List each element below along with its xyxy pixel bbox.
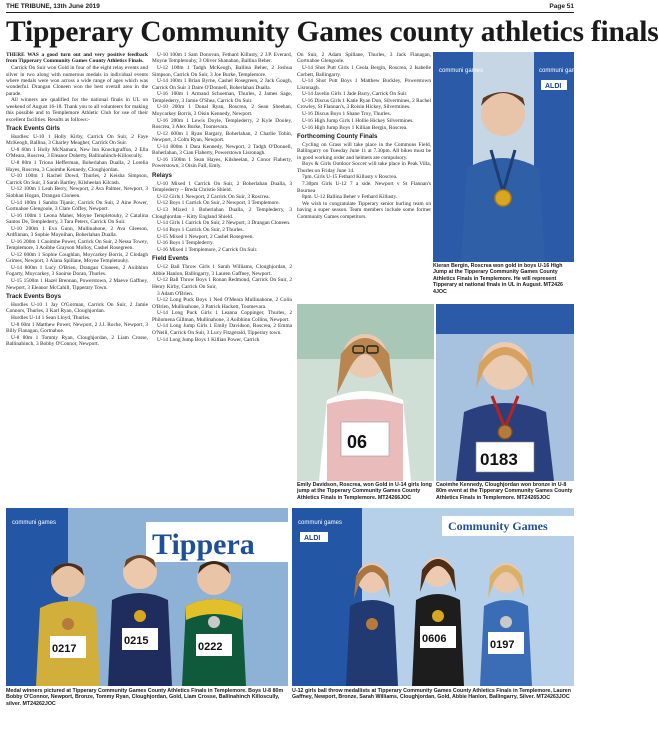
result-line: U-15 Mixed 1 Newport, 2 Cashel Rosegreen.: [157, 233, 254, 240]
result-line: 7.30pm Girls U-12 7 a side. Newport v St Flannan's Bournea: [297, 181, 431, 194]
race-bib-number: 0215: [124, 635, 149, 647]
banner-text: Tippera: [152, 528, 255, 561]
result-line: U-10 Mixed 1 Carrick On Suir, 2 Boherlahan Dualla, 3 Templederry – Breda Christie Shield.: [152, 180, 292, 193]
result-line: U-13 Mixed 1 Boherlahan Dualla, 2 Templederry, 3 Cloughjordan – Kitty England Shield.: [152, 207, 292, 220]
result-line: U-16 Discus Girls 1 Katie Ryan Don, Silvermines, 2 Rachel Crowley, St Flannan's, 3 Roisin Hickey, Silvermines.: [297, 98, 431, 111]
result-line: U-14 Long Jump Girls 1 Emily Davidson, Roscrea, 2 Emma O'Neill, Carrick On Suir, 3 Lucy Fitzgerald, Tipperary town.: [152, 323, 292, 336]
photo-boys-medal-winners: [6, 508, 288, 686]
article-column-2: [152, 52, 292, 520]
result-line: 3 Adam O'Brien.: [157, 290, 194, 297]
intro-paragraph: THERE WAS a good turn out and very positive feedback from Tipperary Community Games County Athletics Finals.: [6, 52, 148, 65]
result-line: U-10 100m 1 Rachel Dowd, Thurles, 2 Keisha Simpson, Carrick On Suir, 3 Sarah Bartley, Kilsheelan Kilcash.: [6, 173, 148, 186]
result-line: U-16 100m 1 Armand Schoeman, Thurles, 2 James Sage, Templederry, 3 Jamie O'Shea, Carrick On Suir.: [152, 91, 292, 104]
article-column-3: [297, 52, 431, 302]
result-line: U-14 Shot Putt Girls 1 Ceola Bergin, Roscrea, 2 Isabelle Corbett, Ballingarry.: [297, 65, 431, 78]
result-line: Cycling on Grass will take place in the Commons Field, Ballingarry on Tuesday June 11 at 7.30pm. All bikes must be in good working order and helmets are compulsory.: [297, 141, 431, 161]
section-heading-track-girls: Track Events Girls: [6, 125, 60, 133]
article-column-1: [6, 52, 148, 520]
result-line: U-14 100m 1 Sandra Tijanic, Carrick On Suir, 2 Aine Power, Gortnahoe Glengoole, 3 Clare Coffey, Newport.: [6, 199, 148, 212]
result-line: U-16 Boys 1 Templederry.: [157, 240, 214, 247]
result-line: U-10 100m 1 Sam Donovan, Fethard Killusty, 2 J.P. Everard, Moyne Templetouhy, 3 Oliver Shanahan, Ballina Beher.: [152, 52, 292, 65]
sponsor-logo-text: communi games: [12, 520, 57, 526]
photo-caoimhe-kennedy: [436, 304, 574, 481]
result-line: We wish to congratulate Tipperary senior hurling team on having a super season. Team members include some former Community Games competitors.: [297, 201, 431, 220]
result-line: U-8 60m 1 Holly McNamara, New Inn Knockgraffon, 2 Ella O'Meara, Roscrea, 3 Eleanor Doherty, Ballinahinch-Killoscully.: [6, 147, 148, 160]
result-line: U-14 Long Puck Girls 1 Leanna Coppinger, Thurles, 2 Philomena Gillman, Mullinahone, 3 Aoibhinn Collins, Newport.: [152, 310, 292, 323]
result-line: U-8 80m 1 Triona Hefferman, Boherlahan Dualla, 2 Lorelia Hayes, Roscrea, 3 Caoimhe Kennedy, Cloughjordan.: [6, 160, 148, 173]
result-line: U-12 100m 1 Tadgh McKeogh, Ballina Beher, 2 Joshua Simpson, Carrick On Suir, 3 Joe Burke, Templemore.: [152, 65, 292, 78]
result-line: U-14 800m 1 Lucy O'Brien, Drangan Cloneen, 2 Aoibhinn Fogarty, Moycarkey, 3 Saoirse Doran, Thurles.: [6, 265, 148, 278]
aldi-logo: ALDI: [545, 83, 562, 90]
race-bib-number: 0606: [422, 633, 447, 645]
sponsor-logo-text: communi games: [298, 520, 343, 526]
result-line: U-16 Mixed 1 Templemore, 2 Carrick On Suir.: [157, 247, 258, 254]
race-bib-number: 0183: [480, 450, 518, 469]
section-heading-forthcoming: Forthcoming County Finals: [297, 132, 378, 140]
result-line: U-14 Javelin Girls 1 Jade Barry, Carrick On Suir.: [302, 91, 408, 98]
result-line: Boys & Girls Outdoor Soccer will take place in Peak Villa, Thurles on Friday June 14.: [297, 161, 431, 174]
result-line: U-12 Girls 1 Newport, 2 Carrick On Suir, 3 Roscrea.: [157, 193, 270, 200]
result-line: U-14 Shot Putt Boys 1 Matthew Buckley, Powerstown Lisronagh.: [297, 78, 431, 91]
result-line: U-12 Ball Throw Boys 1 Ronan Redmond, Carrick On Suir, 2 Henry Kirby, Carrick On Suir,: [152, 277, 292, 290]
folio-publication-date: THE TRIBUNE, 13th June 2019: [6, 3, 100, 10]
photo-caption: Kieran Bergin, Roscrea won gold in boys U-16 High Jump at the Tipperary Community Games County Athletics Finals in Templemore. He will represent Tipperary at national finals in UL in August. MT2426 4JOC: [433, 263, 563, 295]
folio-rule: [6, 12, 574, 13]
result-line: U-14 800m 1 Dara Kennedy, Newport, 2 Tadgh O'Donnell, Boherlahan, 3 Cian Flaherty, Powerstown Lisronagh.: [152, 143, 292, 157]
folio-page-number: Page 51: [549, 3, 574, 10]
photo-caption: U-12 girls ball throw medallists at Tipperary Community Games County Athletics Finals in Templemore, Lauren Gaffney, Newport, Bronze, Sarah Williams, Cloughjordan, Gold, Abbie Hanlon, Ballingarry, Silver. MT24263JOC: [292, 688, 571, 701]
result-line: U-8 60m 1 Matthew Power, Newport, 2 J.J. Roche, Newport, 3 Billy Flanagan, Gortnahoe.: [6, 321, 148, 335]
race-bib-number: 06: [347, 432, 368, 452]
result-line: U-14 Boys 1 Carrick On Suir, 2 Thurles.: [157, 226, 244, 233]
result-line: U-12 100m 1 Leah Berry, Newport, 2 Ava Palmer, Newport, 3 Siobhan Hogan, Drangan Cloneen.: [6, 186, 148, 199]
result-line: U-10 200m 1 Donal Ryan, Roscrea, 2 Sean Sheehan, Moycarkey Borris, 3 Oisin Kennedy, Newport.: [152, 104, 292, 117]
result-line: U-16 1500m 1 Sean Hayes, Kilsheelan, 2 Conor Flaherty, Powerstown, 3 Oisin Fall, Emly.: [152, 156, 292, 170]
result-line: U-14 Long Jump Boys 1 Killian Power, Carrick: [157, 336, 260, 343]
section-heading-relays: Relays: [152, 171, 172, 179]
result-line: Hurdles U-10 1 Jay O'Gorman, Carrick On Suir, 2 Jamie Connors, Thurles, 3 Karl Ryan, Cloughjordan.: [6, 301, 148, 315]
result-line: Hurdles U-14 1 Sean Lloyd, Thurles.: [11, 315, 91, 321]
result-line: U-12 Boys 1 Carrick On Suir, 2 Newport, 3 Templemore.: [157, 200, 280, 207]
result-line: Hurdles: U-10 1 Holly Kirby, Carrick On Suir, 2 Faye McKeogh, Ballina, 3 Charley Meagher, Carrick On Suir.: [6, 133, 148, 147]
banner-text: Community Games: [448, 519, 548, 533]
result-line: U-14 100m 1 Brian Byrne, Cashel Rosegreen, 2 Jack Gough, Carrick On Suir 3 Daire O'Donnell, Boherlahan Dualla.: [152, 78, 292, 91]
result-line: U-12 600m 1 Ryan Bargary, Boherlahan, 2 Charlie Tobin, Newport, 3 Colm Ryan, Newport.: [152, 130, 292, 144]
photo-emily-davidson: [297, 304, 434, 481]
race-bib-number: 0217: [52, 643, 77, 655]
result-line: On Suir, 2 Adam Spillane, Thurles, 3 Jack Flanagan, Gortnahoe Glengoole.: [297, 52, 431, 65]
section-heading-field-events: Field Events: [152, 255, 189, 263]
aldi-logo: ALDI: [304, 535, 321, 542]
result-line: U-16 High Jump Boys 1 Killian Bergin, Roscrea.: [302, 124, 408, 131]
result-line: U-14 Girls 1 Carrick On Suir, 2 Newport, 3 Drangan Cloneen.: [157, 220, 291, 227]
result-line: U-16 100m 1 Leona Maher, Moyne Templetouhy, 2 Catalina Santos De, Templederry, 3 Tara Peters, Carrick On Suir.: [6, 212, 148, 226]
intro-paragraph: Carrick On Suir won Gold in four of the eight relay events and silver in two along with numerous medals in individual events where medals were won across a wide range of ages which was wonderful. Drangan Cloneen won the best overall area in the parade.: [6, 65, 148, 97]
result-line: U-16 200m 1 Caoimhe Power, Carrick On Suir, 2 Nessa Towey, Templemore, 3 Aoibhe Grayson Molloy, Cashel Rosegreen.: [6, 238, 148, 252]
race-bib-number: 0197: [490, 639, 515, 651]
result-line: U-10 200m 1 Eva Gunn, Mullinahone, 2 Ava Gleeson, Ardfinnan, 3 Sophie Moynihan, Boherlahan Dualla.: [6, 225, 148, 239]
result-line: 7pm. Girls U-15 Fethard Killusty v Roscrea.: [302, 174, 398, 181]
photo-caption: Caoimhe Kennedy, Cloughjordan won bronze in U-8 80m event at the Tipperary Community Games County Athletics Finals in Templemore. MT24265JOC: [436, 482, 573, 501]
result-line: U-15 1500m 1 Hazel Brennan, Powerstown, 2 Maeve Gaffney, Newport, 3 Eleanor McCahill, Tipperary Town.: [6, 278, 148, 291]
result-line: U-16 High Jump Girls 1 Hollie Hickey Silvermines.: [302, 117, 414, 124]
result-line: U-8 80m 1 Tommy Ryan, Cloughjordan, 2 Liam Crosse, Ballinahinch, 3 Bobby O'Connor, Newport.: [6, 334, 148, 348]
race-bib-number: 0222: [198, 641, 223, 653]
result-line: 8pm. U-12 Ballina Beher v Fethard Killusty.: [302, 194, 398, 201]
section-heading-track-boys: Track Events Boys: [6, 292, 62, 300]
result-line: U-12 Ball Throw Girls 1 Sarah Williams, Cloughjordan, 2 Abbie Hanlon, Ballingarry, 3 Lauren Gaffney, Newport.: [152, 264, 292, 277]
sponsor-logo-text: communi games: [539, 68, 584, 74]
photo-caption: Medal winners pictured at Tipperary Community Games County Athletics Finals in Templemore. Boys U-8 80m Bobby O'Connor, Newport, Bronze, Tommy Ryan, Cloughjordan, Gold, Liam Crosse, Ballinahinch Killoscully, silver. MT24262JOC: [6, 688, 284, 707]
page-folio: [6, 2, 574, 12]
photo-kieran-bergin: [433, 52, 584, 262]
result-line: U-16 200m 1 Lewis Doyle, Templederry, 2 Kyle Dooley, Roscrea, 3 Alex Burke, Toomevara.: [152, 117, 292, 130]
sponsor-logo-text: communi games: [439, 68, 484, 74]
photo-caption: Emily Davidson, Roscrea, won Gold in U-14 girls long jump at the Tipperary Community Games County Athletics Finals in Templemore. MT24266JOC: [297, 482, 432, 501]
photo-u12-girls-medallists: [292, 508, 574, 686]
result-line: U-12 600m 1 Sophie Coughlan, Moycarkey Borris, 2 Clodagh Grimes, Newport, 3 Alana Spillane, Moyne Templetouhy.: [6, 251, 148, 265]
result-line: U-12 Long Puck Boys 1 Ned O'Meara Mullinahone, 2 Colin O'Brien, Mullinahone, 3 Patrick Hackett, Toomevara.: [152, 297, 292, 310]
result-line: U-16 Discus Boys 1 Shane Troy, Thurles.: [302, 111, 391, 118]
headline: Tipperary Community Games county athletics finals: [6, 16, 659, 48]
intro-paragraph: All winners are qualified for the national finals in UL on weekend of August 16-18. Thank you to all volunteers for making this possible and to Templemore Athletic Club for use of their excellent facilities. Results as follows:-: [6, 97, 148, 123]
